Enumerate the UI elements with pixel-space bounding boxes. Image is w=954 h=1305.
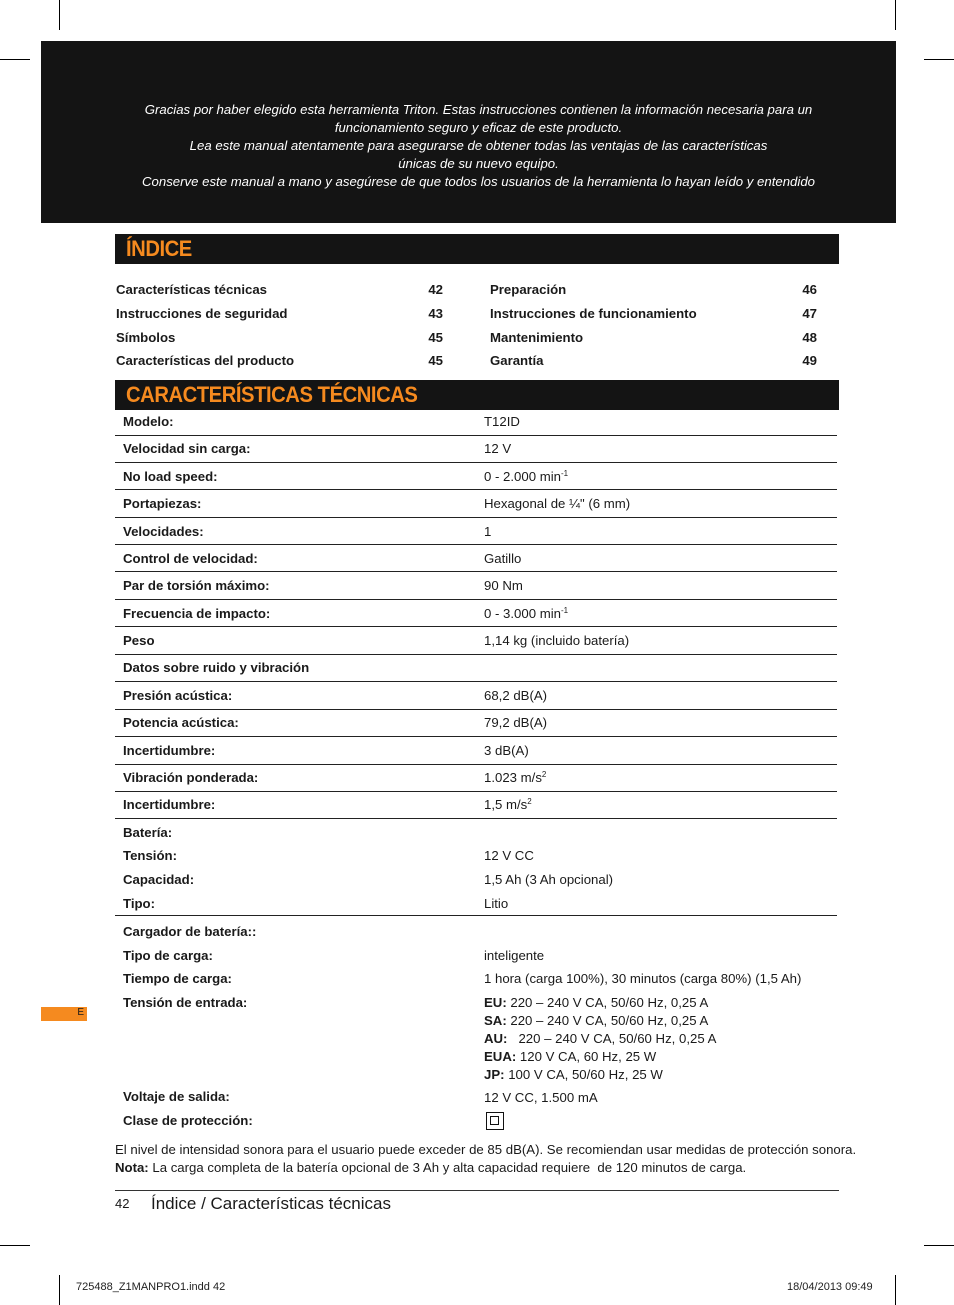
spec-value-text: 0 - 2.000 min [484, 469, 561, 484]
note-text: La carga completa de la batería opcional de 3 Ah y alta capacidad requiere de 120 minutos de carga. [148, 1160, 747, 1175]
spec-value-text: 0 - 3.000 min [484, 606, 561, 621]
table-row [115, 409, 837, 436]
intro-line: Gracias por haber elegido esta herramienta Triton. Estas instrucciones contienen la información necesaria para un [144, 102, 813, 117]
spec-key: Tensión de entrada: [123, 995, 248, 1010]
spec-key: Presión acústica: [123, 688, 233, 703]
toc-item[interactable] [116, 353, 443, 371]
spec-value: 90 Nm [484, 578, 523, 593]
toc-page: 45 [428, 330, 443, 345]
spec-value [484, 769, 546, 787]
toc-page: 42 [428, 282, 443, 297]
language-tab-label: E [77, 1007, 84, 1018]
language-tab [41, 1007, 87, 1021]
footer-rule [115, 1190, 839, 1191]
table-row [115, 490, 837, 518]
toc-label: Características técnicas [116, 282, 268, 297]
table-row [115, 436, 837, 463]
spec-key: No load speed: [123, 469, 218, 484]
toc-page: 48 [802, 330, 817, 345]
spec-key: Par de torsión máximo: [123, 578, 270, 593]
crop-mark [924, 1245, 954, 1246]
toc-item[interactable] [490, 353, 817, 371]
intro-line: funcionamiento seguro y eficaz de este producto. [334, 120, 623, 135]
toc-page: 46 [802, 282, 817, 297]
intro-line: Conserve este manual a mano y asegúrese de que todos los usuarios de la herramienta lo hayan leído y entendido [142, 174, 815, 189]
spec-value [484, 605, 568, 623]
charge-note [115, 1159, 746, 1177]
region-label: EU: [484, 995, 507, 1010]
input-voltage-line [484, 1012, 708, 1030]
spec-key: Portapiezas: [123, 496, 202, 511]
region-value: 220 – 240 V CA, 50/60 Hz, 0,25 A [506, 995, 709, 1010]
spec-value: Gatillo [484, 551, 522, 566]
spec-value: 12 V CC, 1.500 mA [484, 1090, 598, 1105]
toc-label: Instrucciones de funcionamiento [490, 306, 697, 321]
input-voltage-line [484, 1066, 663, 1084]
region-label: AU: [484, 1031, 508, 1046]
toc-label: Características del producto [116, 353, 295, 368]
spec-value: 12 V [484, 441, 512, 456]
spec-value: Litio [484, 896, 509, 911]
spec-value: 68,2 dB(A) [484, 688, 548, 703]
table-row [115, 518, 837, 545]
spec-key: Incertidumbre: [123, 743, 216, 758]
spec-value: inteligente [484, 948, 545, 963]
spec-key: Frecuencia de impacto: [123, 606, 271, 621]
spec-value: Hexagonal de ¼" (6 mm) [484, 496, 631, 511]
specs-title: CARACTERÍSTICAS TÉCNICAS [126, 382, 418, 407]
region-label: EUA: [484, 1049, 517, 1064]
spec-key: Velocidades: [123, 524, 204, 539]
region-value: 100 V CA, 50/60 Hz, 25 W [504, 1067, 663, 1082]
spec-key: Clase de protección: [123, 1113, 253, 1128]
slug-date: 18/04/2013 09:49 [787, 1281, 873, 1293]
spec-key: Potencia acústica: [123, 715, 239, 730]
spec-value: 1 hora (carga 100%), 30 minutos (carga 80%) (1,5 Ah) [484, 971, 802, 986]
crop-mark [0, 1245, 30, 1246]
spec-key: Control de velocidad: [123, 551, 258, 566]
table-row [115, 655, 837, 682]
spec-value-sup: 2 [527, 797, 532, 806]
table-row [115, 545, 837, 572]
crop-mark [895, 0, 896, 30]
spec-value-text: 1,5 m/s [484, 797, 528, 812]
toc-label: Preparación [490, 282, 567, 297]
spec-value: 12 V CC [484, 848, 534, 863]
intro-line: únicas de su nuevo equipo. [398, 156, 559, 171]
intro-line: Lea este manual atentamente para asegurarse de obtener todas las ventajas de las características [189, 138, 768, 153]
spec-key: Incertidumbre: [123, 797, 216, 812]
table-row [115, 737, 837, 765]
input-voltage-line [484, 1030, 716, 1048]
region-value: 220 – 240 V CA, 50/60 Hz, 0,25 A [506, 1013, 709, 1028]
crop-mark [59, 1275, 60, 1305]
spec-value-text: 1.023 m/s [484, 770, 542, 785]
toc-label: Símbolos [116, 330, 176, 345]
table-row [115, 463, 837, 490]
toc-item[interactable] [116, 330, 443, 348]
table-row [115, 682, 837, 710]
spec-value: 79,2 dB(A) [484, 715, 548, 730]
region-value: 220 – 240 V CA, 50/60 Hz, 0,25 A [507, 1031, 717, 1046]
battery-block [115, 819, 837, 916]
page-number: 42 [115, 1196, 130, 1211]
battery-heading: Batería: [123, 825, 173, 840]
slug-filename: 725488_Z1MANPRO1.indd 42 [76, 1281, 226, 1293]
noise-footnote: El nivel de intensidad sonora para el usuario puede exceder de 85 dB(A). Se recomiendan usar medidas de protección sonora. [115, 1142, 857, 1157]
spec-key: Tiempo de carga: [123, 971, 232, 986]
spec-value-sup: -1 [560, 469, 569, 478]
spec-key: Datos sobre ruido y vibración [123, 660, 310, 675]
toc-page: 43 [428, 306, 443, 321]
spec-key: Velocidad sin carga: [123, 441, 251, 456]
spec-value [484, 796, 532, 814]
spec-key: Modelo: [123, 414, 174, 429]
toc-page: 49 [802, 353, 817, 368]
spec-value [484, 468, 568, 486]
toc-item[interactable] [490, 306, 817, 324]
spec-value: 1,5 Ah (3 Ah opcional) [484, 872, 614, 887]
crop-mark [895, 1275, 896, 1305]
region-label: SA: [484, 1013, 507, 1028]
index-title: ÍNDICE [126, 236, 192, 261]
toc-label: Garantía [490, 353, 544, 368]
spec-key: Peso [123, 633, 155, 648]
region-label: JP: [484, 1067, 505, 1082]
input-voltage-line [484, 1048, 656, 1066]
intro-text [41, 101, 916, 191]
toc-item[interactable] [490, 282, 817, 300]
table-row [115, 710, 837, 737]
region-value: 120 V CA, 60 Hz, 25 W [516, 1049, 657, 1064]
spec-key: Capacidad: [123, 872, 195, 887]
spec-key: Tensión: [123, 848, 177, 863]
spec-key: Vibración ponderada: [123, 770, 259, 785]
crop-mark [0, 59, 30, 60]
spec-value: 1 [484, 524, 492, 539]
double-insulation-icon [486, 1112, 504, 1130]
crop-mark [924, 59, 954, 60]
spec-value-sup: 2 [541, 770, 547, 779]
toc-page: 47 [802, 306, 817, 321]
table-row [115, 600, 837, 627]
spec-value: 1,14 kg (incluido batería) [484, 633, 630, 648]
crop-mark [59, 0, 60, 30]
table-row [115, 572, 837, 600]
spec-value: T12ID [484, 414, 520, 429]
table-row [115, 765, 837, 792]
toc-item[interactable] [116, 306, 443, 324]
table-row [115, 792, 837, 819]
toc-page: 45 [428, 353, 443, 368]
spec-value: 3 dB(A) [484, 743, 529, 758]
specs-heading-bar [115, 380, 839, 410]
table-row [115, 627, 837, 655]
index-heading-bar [115, 234, 839, 264]
toc-label: Mantenimiento [490, 330, 584, 345]
spec-value-sup: -1 [560, 606, 569, 615]
toc-label: Instrucciones de seguridad [116, 306, 288, 321]
toc-item[interactable] [116, 282, 443, 300]
input-voltage-line [484, 994, 708, 1012]
charger-heading: Cargador de batería:: [123, 924, 257, 939]
spec-key: Voltaje de salida: [123, 1089, 230, 1104]
page-title: Índice / Características técnicas [151, 1194, 391, 1213]
spec-key: Tipo: [123, 896, 155, 911]
spec-key: Tipo de carga: [123, 948, 213, 963]
note-label: Nota: [115, 1160, 149, 1175]
toc-item[interactable] [490, 330, 817, 348]
